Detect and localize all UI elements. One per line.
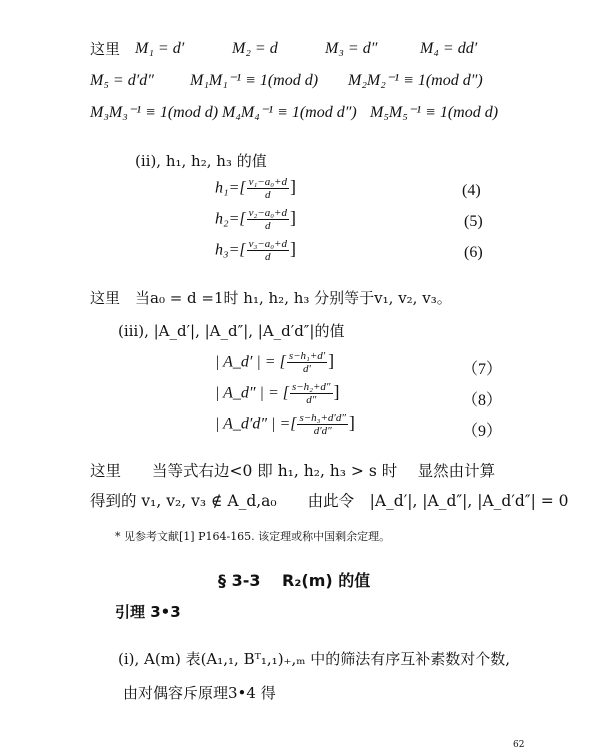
h2-lhs: h₂=[: [215, 210, 246, 228]
result-line: 得到的 v₁, v₂, v₃ ∉ A_d,a₀ 由此令 |A_d′|, |A_d″|, |A_d′d″| = 0: [90, 492, 569, 510]
h2-equation: [215, 207, 296, 232]
a1-bracket: ]: [328, 350, 335, 371]
intro-word-1: 这里: [90, 40, 121, 58]
lemma-title: 引理 3•3: [115, 603, 181, 621]
h2-fraction: [247, 207, 289, 232]
eq-number-6: (6): [464, 244, 483, 261]
h2-numerator: v₂−a₀+d: [248, 207, 287, 219]
a1-denominator: d′: [303, 363, 311, 375]
eq-number-4: (4): [462, 182, 481, 199]
m-inv-5: M₅M₅⁻¹ ≡ 1(mod d): [370, 104, 499, 121]
m-def-5: M₅ = d′d″: [90, 72, 154, 89]
h3-fraction: [247, 238, 289, 263]
eq-number-7: （7）: [462, 361, 503, 378]
a1-equation: [215, 350, 334, 375]
a1-numerator: s−h₁+d′: [288, 350, 326, 362]
a3-fraction: [297, 412, 347, 437]
h2-bracket: ]: [289, 207, 296, 228]
when-line: 这里 当a₀ = d =1时 h₁, h₂, h₃ 分别等于v₁, v₂, v₃。: [90, 289, 452, 307]
a2-equation: [215, 381, 340, 406]
lemma-line-1: (ⅰ), A(m) 表(A₁,₁, Bᵀ₁,₁)₊,ₘ 中的筛法有序互补素数对个数,: [118, 650, 510, 668]
lemma-line-2: 由对偶容斥原理3•4 得: [123, 684, 276, 702]
h3-numerator: v₃−a₀+d: [248, 238, 287, 250]
a2-bracket: ]: [333, 381, 340, 402]
h2-denominator: d: [265, 220, 271, 232]
a3-equation: [215, 412, 355, 437]
h3-equation: [215, 238, 296, 263]
m-inv-4: M₄M₄⁻¹ ≡ 1(mod d″): [222, 104, 357, 121]
a2-numerator: s−h₂+d″: [291, 381, 331, 393]
h1-numerator: v₁−a₀+d: [248, 176, 287, 188]
a3-numerator: s−h₃+d′d″: [299, 412, 346, 424]
eq-number-5: (5): [464, 213, 483, 230]
eq-number-8: （8）: [462, 392, 503, 409]
h1-fraction: [247, 176, 289, 201]
condition-line: 这里 当等式右边<0 即 h₁, h₂, h₃ > s 时 显然由计算: [90, 462, 496, 480]
m-inv-1: M₁M₁⁻¹ ≡ 1(mod d): [190, 72, 319, 89]
m-inv-2: M₂M₂⁻¹ ≡ 1(mod d″): [348, 72, 483, 89]
eq-number-9: （9）: [462, 423, 503, 440]
part2-heading: (ⅱ), h₁, h₂, h₃ 的值: [135, 152, 267, 170]
h3-lhs: h₃=[: [215, 241, 246, 259]
h1-lhs: h₁=[: [215, 179, 246, 197]
a3-bracket: ]: [348, 412, 355, 433]
a1-fraction: [287, 350, 327, 375]
a2-lhs: | A_d″ | = [: [215, 384, 289, 402]
h3-denominator: d: [265, 251, 271, 263]
h3-bracket: ]: [289, 238, 296, 259]
h1-denominator: d: [265, 189, 271, 201]
footnote: * 见参考文献[1] P164-165. 该定理或称中国剩余定理。: [115, 530, 391, 543]
a2-denominator: d″: [306, 394, 317, 406]
section-title: § 3-3 R₂(m) 的值: [218, 571, 371, 590]
h1-bracket: ]: [289, 176, 296, 197]
m-def-1: M₁ = d′: [135, 40, 185, 57]
a1-lhs: | A_d′ | = [: [215, 353, 286, 371]
a3-lhs: | A_d′d″ | =[: [215, 415, 297, 433]
part3-heading: (ⅲ), |A_d′|, |A_d″|, |A_d′d″|的值: [118, 322, 345, 340]
a3-denominator: d′d″: [313, 425, 332, 437]
page-number: 62: [513, 740, 525, 750]
m-inv-3: M₃M₃⁻¹ ≡ 1(mod d): [90, 104, 219, 121]
m-def-2: M₂ = d: [232, 40, 278, 57]
a2-fraction: [290, 381, 333, 406]
m-def-3: M₃ = d″: [325, 40, 378, 57]
h1-equation: [215, 176, 296, 201]
m-def-4: M₄ = dd′: [420, 40, 478, 57]
